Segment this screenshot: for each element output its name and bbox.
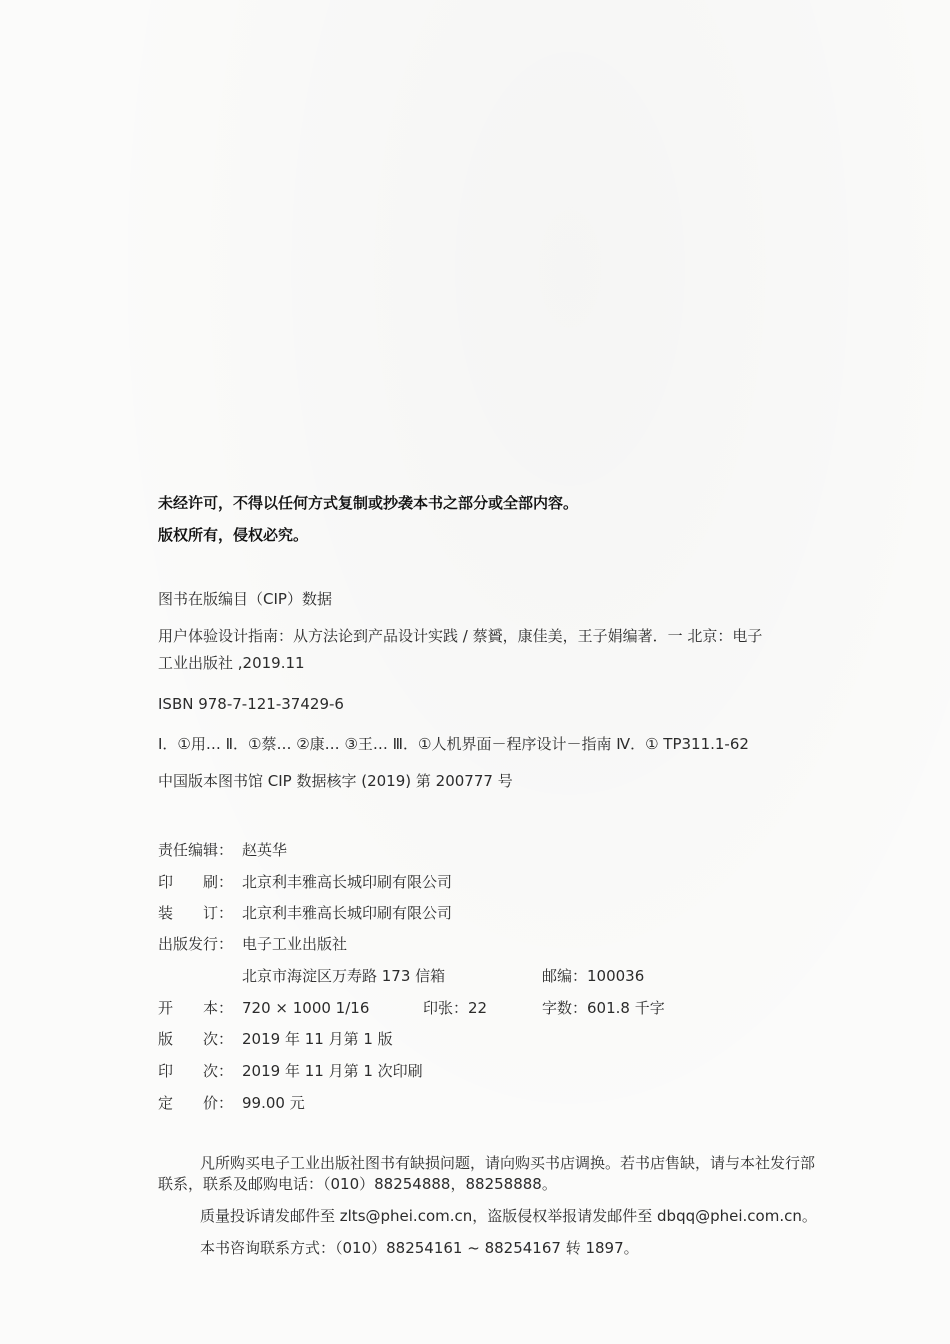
editor-row bbox=[158, 839, 287, 860]
publisher-value: 电子工业出版社 bbox=[242, 935, 348, 953]
binding-label: 装 订： bbox=[158, 904, 234, 922]
print-sheets: 印张：22 bbox=[423, 999, 488, 1017]
price-row bbox=[158, 1092, 305, 1113]
impression-value: 2019 年 11 月第 1 次印刷 bbox=[242, 1062, 423, 1080]
editor-value: 赵英华 bbox=[242, 841, 288, 859]
publisher-address: 北京市海淀区万寿路 173 信箱 bbox=[242, 967, 446, 985]
printer-row bbox=[158, 871, 452, 892]
price-value: 99.00 元 bbox=[242, 1094, 305, 1112]
binding-row bbox=[158, 902, 452, 923]
notice-complaints: 质量投诉请发邮件至 zlts@phei.com.cn，盗版侵权举报请发邮件至 dbqq@phei.com.cn。 bbox=[200, 1207, 817, 1225]
format-value: 720 × 1000 1/16 bbox=[242, 999, 370, 1017]
format-row bbox=[158, 997, 369, 1018]
editor-label: 责任编辑： bbox=[158, 841, 234, 859]
word-count: 字数：601.8 千字 bbox=[542, 999, 665, 1017]
price-label: 定 价： bbox=[158, 1094, 234, 1112]
publisher-row bbox=[158, 933, 347, 954]
impression-row bbox=[158, 1060, 423, 1081]
cip-heading: 图书在版编目（CIP）数据 bbox=[158, 590, 332, 608]
printer-value: 北京利丰雅高长城印刷有限公司 bbox=[242, 873, 453, 891]
rights-reserved: 版权所有，侵权必究。 bbox=[158, 526, 309, 544]
copyright-notice: 未经许可，不得以任何方式复制或抄袭本书之部分或全部内容。 bbox=[158, 494, 579, 512]
classification: Ⅰ．①用… Ⅱ．①蔡… ②康… ③王… Ⅲ．①人机界面－程序设计－指南 Ⅳ．① TP311.1-62 bbox=[158, 735, 749, 753]
notice-exchange: 凡所购买电子工业出版社图书有缺损问题，请向购买书店调换。若书店售缺，请与本社发行部联系，联系及邮购电话：（010）88254888，88258888。 bbox=[158, 1154, 816, 1193]
notice-contact: 本书咨询联系方式：（010）88254161 ~ 88254167 转 1897。 bbox=[200, 1239, 639, 1257]
isbn: ISBN 978-7-121-37429-6 bbox=[158, 695, 344, 713]
cip-title-line1: 用户体验设计指南：从方法论到产品设计实践 / 蔡贇，康佳美，王子娟编著．一 北京：电子 bbox=[158, 627, 763, 645]
format-label: 开 本： bbox=[158, 999, 234, 1017]
printer-label: 印 刷： bbox=[158, 873, 234, 891]
publisher-label: 出版发行： bbox=[158, 935, 234, 953]
edition-value: 2019 年 11 月第 1 版 bbox=[242, 1030, 393, 1048]
cip-title-line2: 工业出版社 ,2019.11 bbox=[158, 654, 305, 672]
edition-label: 版 次： bbox=[158, 1030, 234, 1048]
cip-record: 中国版本图书馆 CIP 数据核字 (2019) 第 200777 号 bbox=[158, 772, 513, 790]
edition-row bbox=[158, 1028, 393, 1049]
postcode: 邮编：100036 bbox=[542, 967, 645, 985]
impression-label: 印 次： bbox=[158, 1062, 234, 1080]
binding-value: 北京利丰雅高长城印刷有限公司 bbox=[242, 904, 453, 922]
